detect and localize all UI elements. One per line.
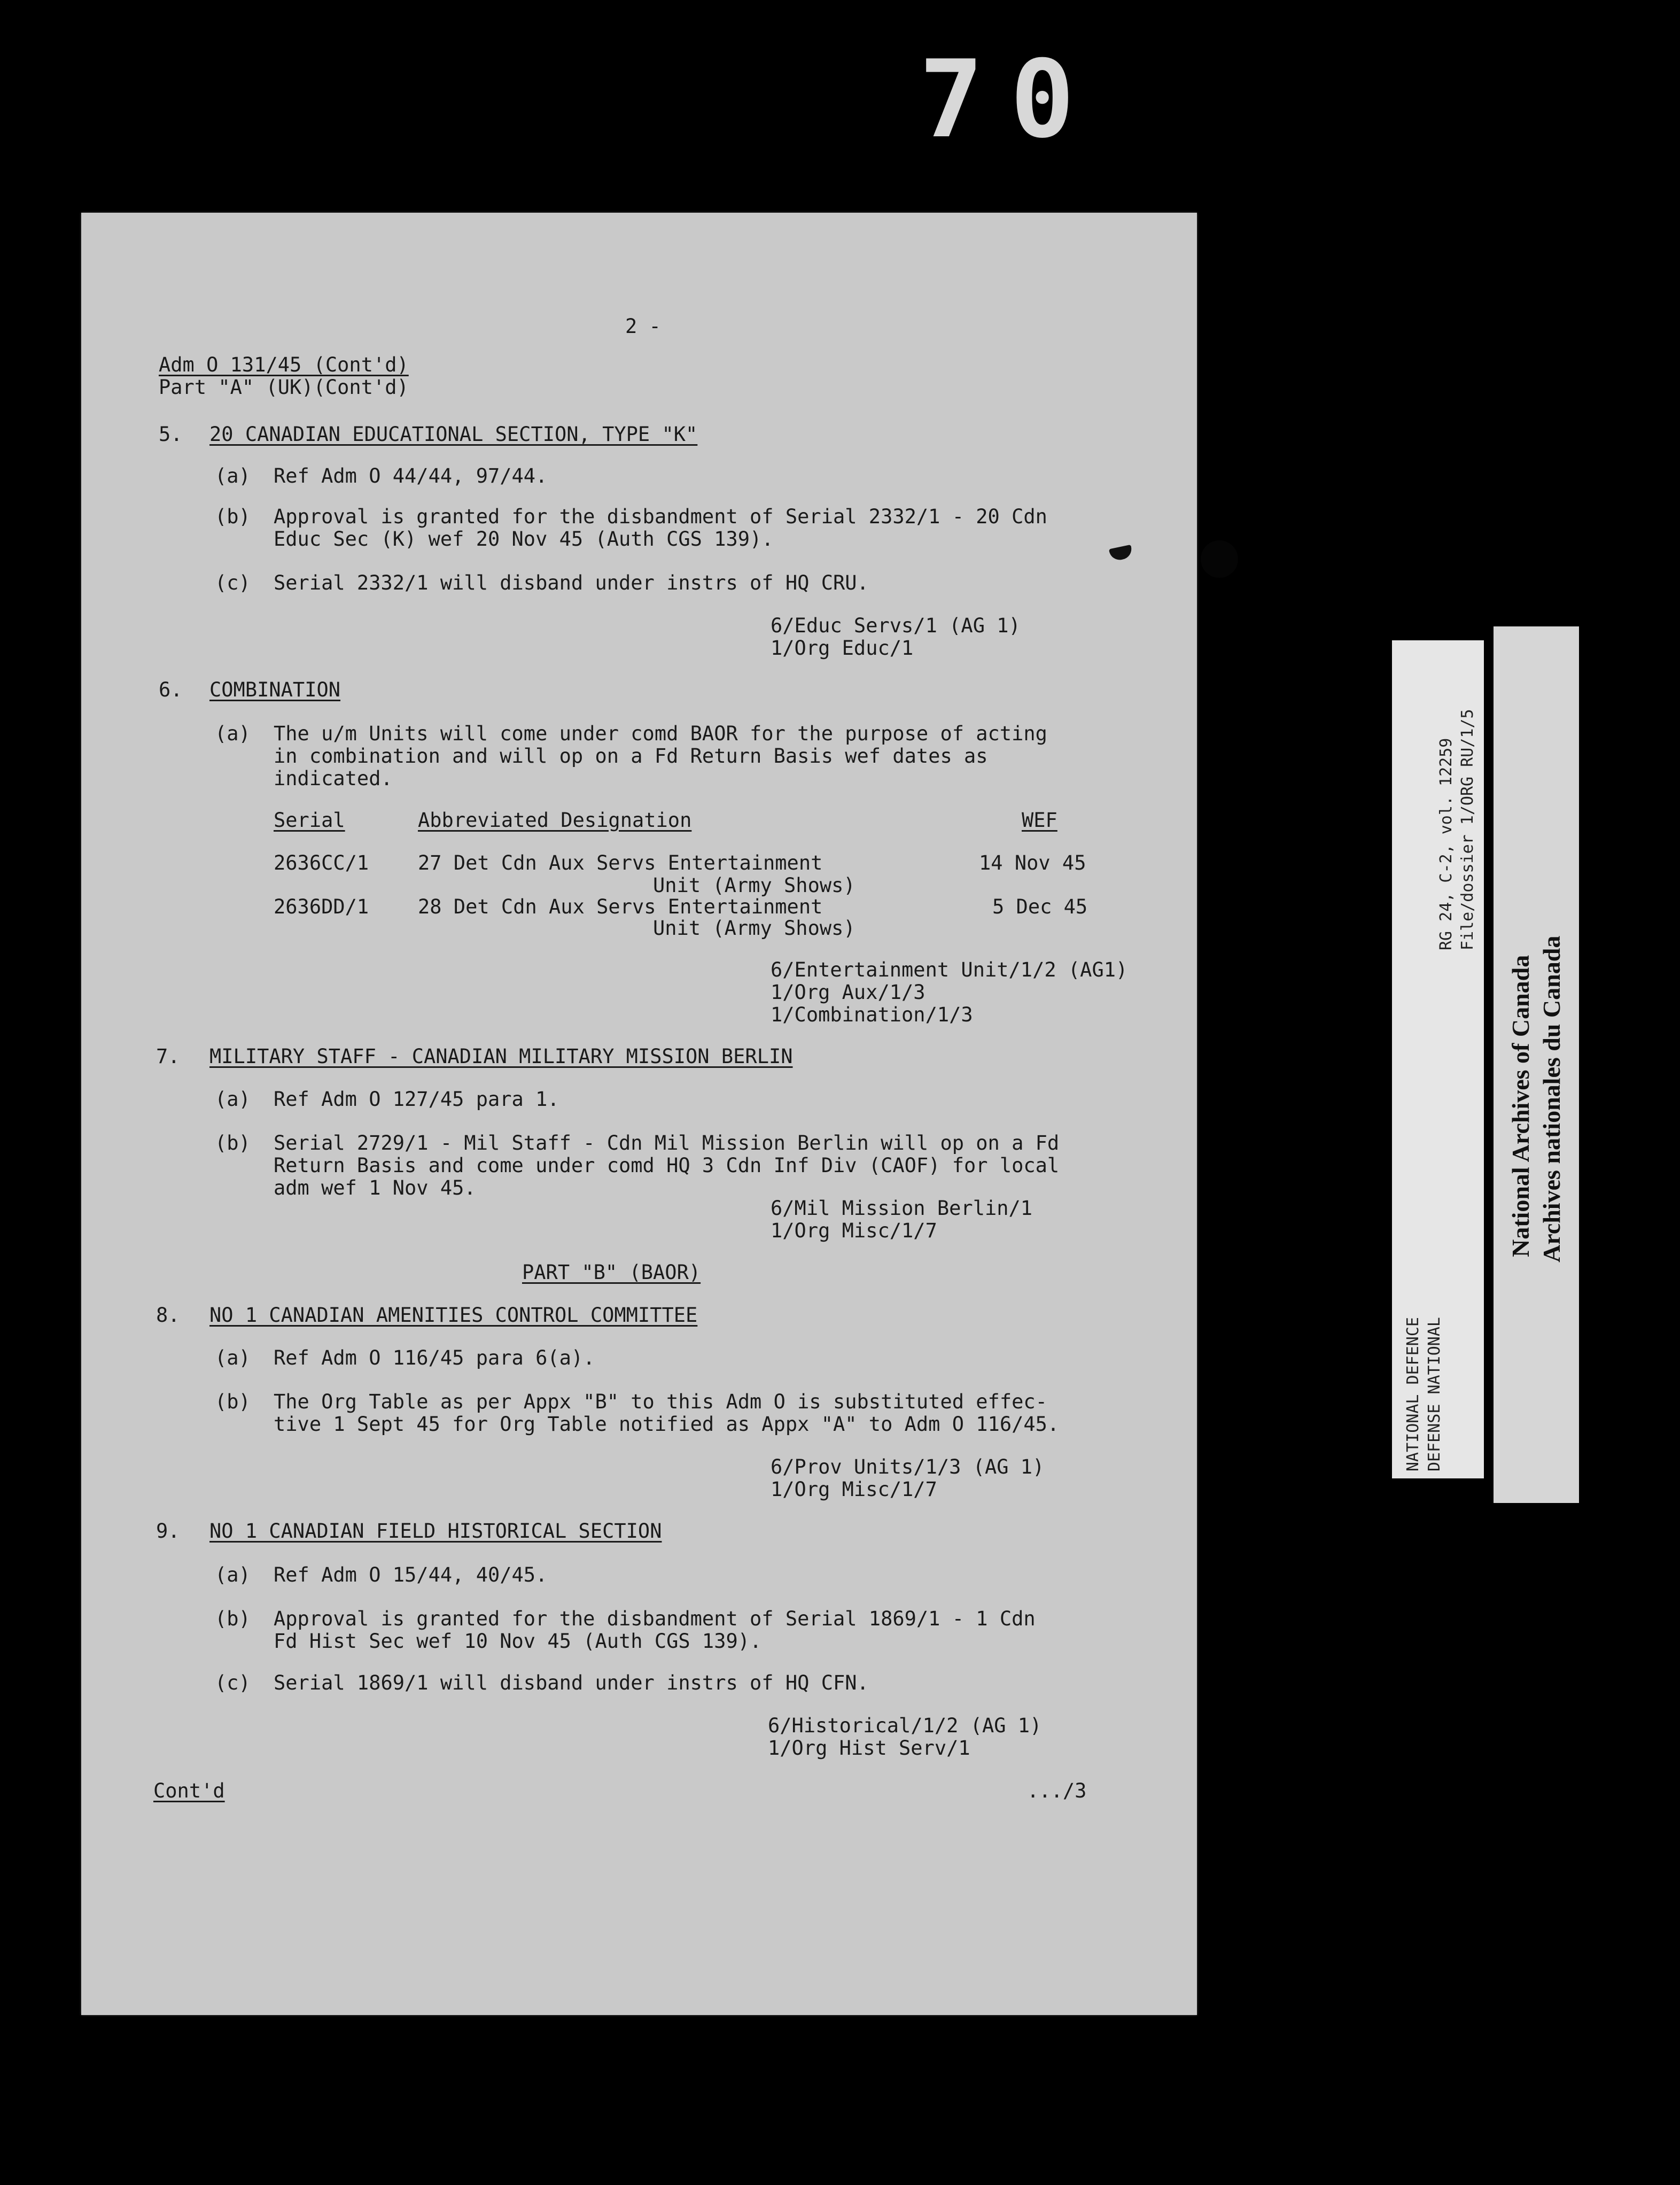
section-9-a-label: (a) — [215, 1563, 251, 1586]
section-7-b-line1: Serial 2729/1 - Mil Staff - Cdn Mil Mission Berlin will op on a Fd — [274, 1132, 1060, 1155]
section-6-a-line3: indicated. — [274, 767, 393, 790]
table-header-designation: Abbreviated Designation — [418, 809, 692, 832]
section-8-file-ref-1: 6/Prov Units/1/3 (AG 1) — [771, 1455, 1045, 1478]
document-page — [81, 213, 1197, 2015]
section-5-b-line2: Educ Sec (K) wef 20 Nov 45 (Auth CGS 139). — [274, 528, 774, 551]
part-b-heading: PART "B" (BAOR) — [522, 1261, 701, 1284]
section-5-number: 5. — [159, 423, 183, 446]
section-7-a-text: Ref Adm O 127/45 para 1. — [274, 1088, 559, 1111]
table-row-1-designation-1: 27 Det Cdn Aux Servs Entertainment — [418, 851, 823, 874]
department-line-2: DEFENSE NATIONAL — [1425, 1317, 1444, 1471]
section-8-a-text: Ref Adm O 116/45 para 6(a). — [274, 1346, 595, 1369]
section-5-b-line1: Approval is granted for the disbandment of Serial 2332/1 - 20 Cdn — [274, 505, 1047, 528]
section-7-file-ref-2: 1/Org Misc/1/7 — [771, 1219, 937, 1242]
archive-reference-line-2: File/dossier 1/ORG RU/1/5 — [1458, 709, 1477, 950]
section-5-title: 20 CANADIAN EDUCATIONAL SECTION, TYPE "K" — [209, 423, 698, 446]
section-8-b-label: (b) — [215, 1390, 251, 1413]
section-6-title: COMBINATION — [209, 678, 341, 701]
table-header-serial: Serial — [274, 809, 345, 832]
table-header-wef: WEF — [1022, 809, 1057, 832]
header-reference: Adm O 131/45 (Cont'd) — [159, 353, 409, 376]
punch-hole — [1201, 540, 1238, 578]
section-9-b-line1: Approval is granted for the disbandment of Serial 1869/1 - 1 Cdn — [274, 1607, 1036, 1630]
archive-name-slip — [1494, 626, 1579, 1503]
table-row-2-serial: 2636DD/1 — [274, 895, 369, 918]
section-5-b-label: (b) — [215, 505, 251, 528]
section-7-b-label: (b) — [215, 1132, 251, 1155]
section-8-number: 8. — [156, 1304, 180, 1327]
table-row-2-designation-1: 28 Det Cdn Aux Servs Entertainment — [418, 895, 823, 918]
section-6-file-ref-1: 6/Entertainment Unit/1/2 (AG1) — [771, 958, 1128, 981]
section-7-a-label: (a) — [215, 1088, 251, 1111]
header-part: Part "A" (UK)(Cont'd) — [159, 376, 409, 399]
section-7-file-ref-1: 6/Mil Mission Berlin/1 — [771, 1197, 1033, 1220]
section-9-title: NO 1 CANADIAN FIELD HISTORICAL SECTION — [209, 1520, 662, 1543]
section-7-number: 7. — [156, 1045, 180, 1068]
section-6-a-label: (a) — [215, 722, 251, 745]
next-page-marker: .../3 — [1027, 1779, 1087, 1802]
archive-name-english: National Archives of Canada — [1507, 955, 1534, 1257]
section-9-number: 9. — [156, 1520, 180, 1543]
frame-number: 70 — [919, 37, 1101, 162]
archive-name-french: Archives nationales du Canada — [1538, 935, 1565, 1262]
section-7-title: MILITARY STAFF - CANADIAN MILITARY MISSION BERLIN — [209, 1045, 793, 1068]
section-9-c-label: (c) — [215, 1671, 251, 1694]
ink-mark — [1109, 545, 1133, 562]
archive-reference-slip — [1392, 640, 1484, 1478]
section-8-a-label: (a) — [215, 1346, 251, 1369]
archive-reference-line-1: RG 24, C-2, vol. 12259 — [1437, 738, 1456, 950]
section-9-c-text: Serial 1869/1 will disband under instrs of HQ CFN. — [274, 1671, 869, 1694]
table-row-1-serial: 2636CC/1 — [274, 851, 369, 874]
section-7-b-line3: adm wef 1 Nov 45. — [274, 1176, 476, 1199]
section-5-c-label: (c) — [215, 571, 251, 594]
section-6-number: 6. — [159, 678, 183, 701]
section-5-a-text: Ref Adm O 44/44, 97/44. — [274, 464, 548, 487]
section-5-file-ref-1: 6/Educ Servs/1 (AG 1) — [771, 614, 1021, 637]
section-6-file-ref-2: 1/Org Aux/1/3 — [771, 981, 925, 1004]
section-6-file-ref-3: 1/Combination/1/3 — [771, 1003, 973, 1026]
section-6-a-line1: The u/m Units will come under comd BAOR for the purpose of acting — [274, 722, 1047, 745]
section-5-c-text: Serial 2332/1 will disband under instrs of HQ CRU. — [274, 571, 869, 594]
table-row-2-designation-2: Unit (Army Shows) — [653, 917, 855, 940]
table-row-1-wef: 14 Nov 45 — [979, 851, 1086, 874]
section-5-file-ref-2: 1/Org Educ/1 — [771, 637, 914, 660]
section-9-a-text: Ref Adm O 15/44, 40/45. — [274, 1563, 548, 1586]
section-9-b-label: (b) — [215, 1607, 251, 1630]
department-line-1: NATIONAL DEFENCE — [1404, 1317, 1422, 1471]
table-row-2-wef: 5 Dec 45 — [992, 895, 1088, 918]
section-8-b-line2: tive 1 Sept 45 for Org Table notified as Appx "A" to Adm O 116/45. — [274, 1413, 1060, 1436]
continued-label: Cont'd — [153, 1779, 225, 1802]
section-8-file-ref-2: 1/Org Misc/1/7 — [771, 1478, 937, 1501]
section-8-b-line1: The Org Table as per Appx "B" to this Adm O is substituted effec- — [274, 1390, 1047, 1413]
section-5-a-label: (a) — [215, 464, 251, 487]
section-9-file-ref-1: 6/Historical/1/2 (AG 1) — [768, 1714, 1042, 1737]
page-number: 2 - — [625, 315, 661, 338]
section-9-b-line2: Fd Hist Sec wef 10 Nov 45 (Auth CGS 139). — [274, 1630, 762, 1653]
section-7-b-line2: Return Basis and come under comd HQ 3 Cdn Inf Div (CAOF) for local — [274, 1154, 1060, 1177]
section-6-a-line2: in combination and will op on a Fd Return Basis wef dates as — [274, 745, 988, 768]
section-9-file-ref-2: 1/Org Hist Serv/1 — [768, 1737, 970, 1760]
section-8-title: NO 1 CANADIAN AMENITIES CONTROL COMMITTEE — [209, 1304, 698, 1327]
table-row-1-designation-2: Unit (Army Shows) — [653, 874, 855, 897]
